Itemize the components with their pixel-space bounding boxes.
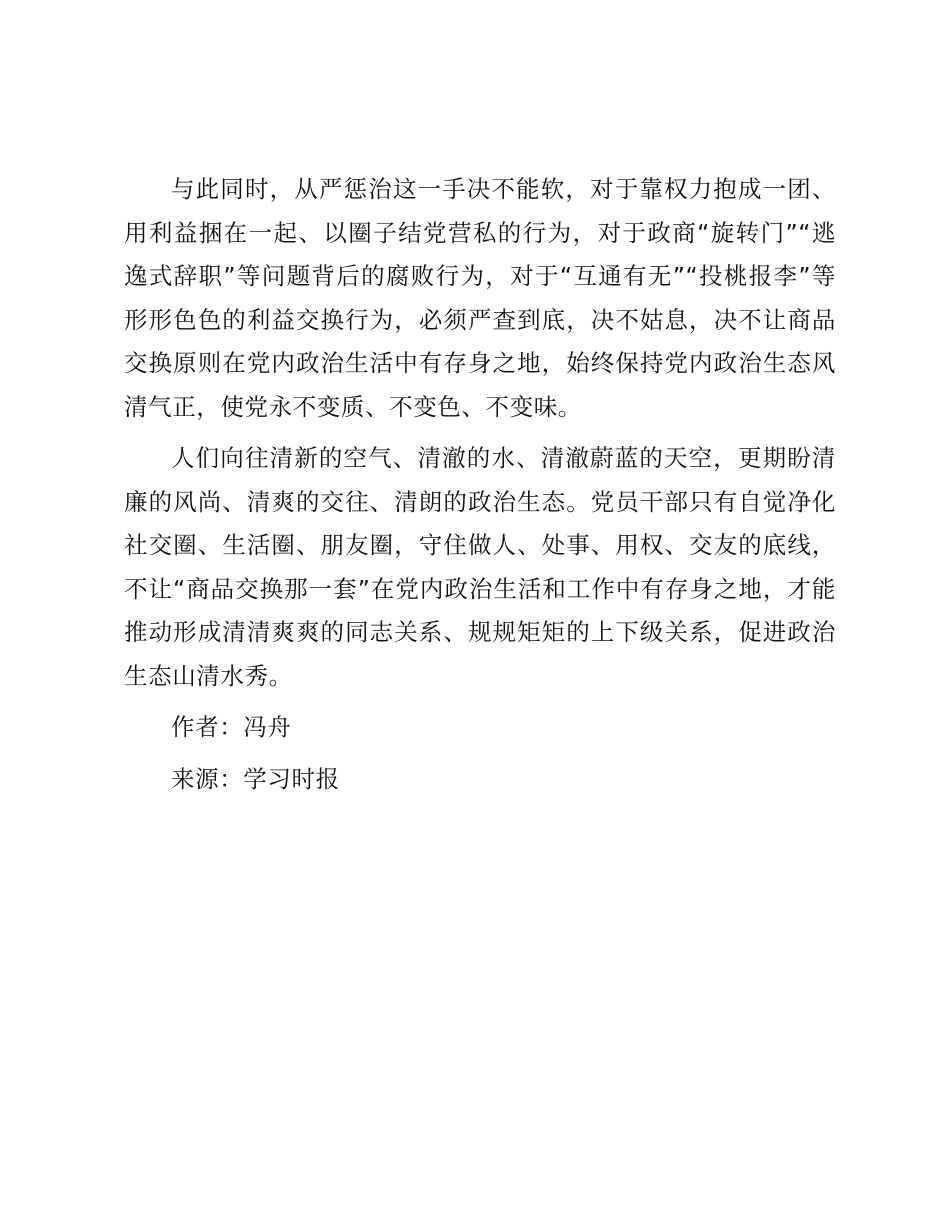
author-line: 作者：冯舟 [171, 713, 292, 741]
body-paragraph-2: 人们向往清新的空气、清澈的水、清澈蔚蓝的天空，更期盼清廉的风尚、清爽的交往、清朗的政治生态。党员干部只有自觉净化社交圈、生活圈、朋友圈，守住做人、处事、用权、交友的底线，不让“商品交换那一套”在党内政治生活和工作中有存身之地，才能推动形成清清爽爽的同志关系、规规矩矩的上下级关系，促进政治生态山清水秀。 [124, 444, 836, 690]
document-body [124, 168, 836, 801]
source-line: 来源：学习时报 [171, 764, 340, 793]
body-paragraph-1: 与此同时，从严惩治这一手决不能软，对于靠权力抱成一团、用利益捆在一起、以圈子结党营私的行为，对于政商“旋转门”“逃逸式辞职”等问题背后的腐败行为，对于“互通有无”“投桃报李”等形形色色的利益交换行为，必须严查到底，决不姑息，决不让商品交换原则在党内政治生活中有存身之地，始终保持党内政治生态风清气正，使党永不变质、不变色、不变味。 [124, 175, 836, 421]
